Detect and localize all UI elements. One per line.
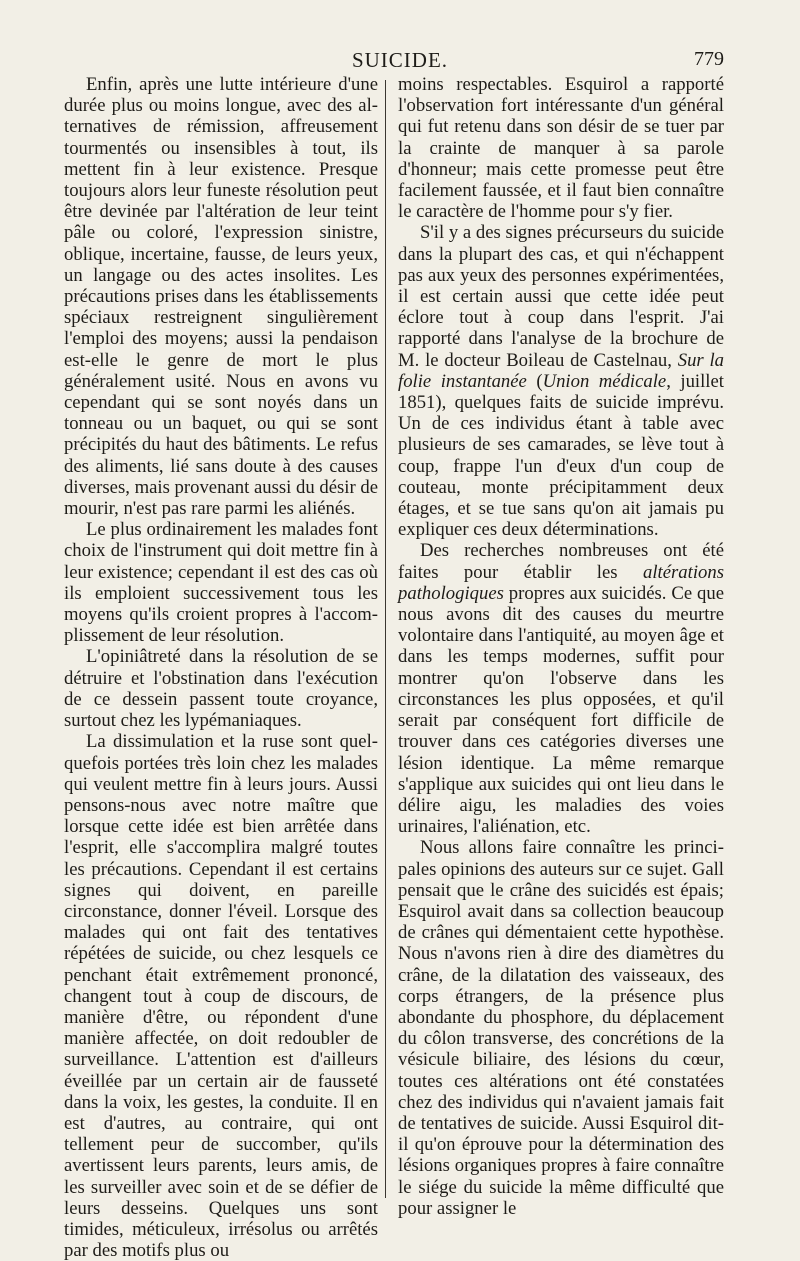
text-run: , juillet 1851), quelques faits de suicide imprévu. Un de ces individus étant à table avec plusieurs de ses camarades, se lève tout à coup, frappe l'un d'eux d'un coup de couteau, monte précipitamment deux étages, et se tue sans qu'on ait jamais pu expliquer ces deux déterminations. <box>398 370 724 541</box>
paragraph: moins respectables. Esquirol a rapporté l'observation fort intéressante d'un général qui fut retenu dans son désir de se tuer par la crainte de manquer à sa parole d'honneur; mais cette promesse peut être facilement faussée, et il faut bien connaître le caractère de l'homme pour s'y fier. <box>398 74 724 223</box>
text-run: propres aux suicidés. Ce que nous avons dit des causes du meurtre volontaire dans l'antiquité, au moyen âge et dans les temps modernes, suffit pour montrer qu'on l'observe dans les circonstances les plus opposées, et qu'il serait par conséquent fort difficile de trouver dans ces catégories diverses une lésion identique. La même remarque s'applique aux suicides qui ont lieu dans le délire aigu, les maladies des voies urinaires, l'aliénation, etc. <box>398 582 724 838</box>
italic-title: Sur la folie instantanée <box>398 349 725 392</box>
right-column <box>398 74 724 1219</box>
paragraph: Enfin, après une lutte intérieure d'une durée plus ou moins longue, avec des alternatives de rémission, affreusement tourmentés ou insensibles à tout, ils mettent fin à leur existence. Presque toujours alors leur funeste résolution peut être devinée par l'altération de leur teint pâle ou coloré, l'expression sinistre, oblique, incertaine, fausse, de leurs yeux, un langage ou des actes insolites. Les précautions prises dans les établissements spéciaux restreignent singulièrement l'emploi des moyens; aussi la pendaison est-elle le genre de mort le plus généralement usité. Nous en avons vu cependant qui se sont noyés dans un tonneau ou un baquet, ou qui se sont précipités du haut des bâtiments. Le refus des aliments, lié sans doute à des causes diverses, mais provenant aussi du désir de mourir, n'est pas rare parmi les aliénés. <box>64 74 378 520</box>
left-column <box>64 74 378 1261</box>
paragraph <box>398 222 724 540</box>
column-divider <box>385 80 386 1198</box>
running-head <box>0 44 800 74</box>
text-run: Des recherches nombreuses ont été faites pour établir les <box>398 540 724 583</box>
page-title: SUICIDE. <box>351 48 449 72</box>
paragraph: Le plus ordinairement les malades font choix de l'instrument qui doit mettre fin à leur existence; cependant il est des cas où ils emploient successivement tous les moyens qu'ils croient propres à l'accomplissement de leur résolution. <box>64 519 378 647</box>
text-run: ( <box>526 370 543 392</box>
page-number: 779 <box>694 48 724 70</box>
paragraph: Nous allons faire connaître les principales opinions des auteurs sur ce sujet. Gall pensait que le crâne des suicidés est épais; Esquirol avait dans sa collection beaucoup de crânes qui démentaient cette hypothèse. Nous n'avons rien à dire des diamètres du crâne, de la dilatation des vaisseaux, des corps étrangers, de la présence plus abondante du phosphore, du déplacement du côlon transverse, des concrétions de la vésicule biliaire, des lésions du cœur, toutes ces altérations ont été constatées chez des individus qui n'avaient jamais fait de tentatives de suicide. Aussi Esquirol dit-il qu'on éprouve pour la détermination des lésions organiques propres à faire connaître le siége du suicide la même difficulté que pour assigner le <box>398 837 724 1219</box>
italic-term: altérations pathologiques <box>398 561 724 604</box>
text-run: S'il y a des signes précurseurs du suicide dans la plupart des cas, et qui n'échappent pas aux yeux des personnes expérimentées, il est certain aussi que cette idée peut éclore tout à coup dans l'esprit. J'ai rapporté dans l'analyse de la brochure de M. le docteur Boileau de Castelnau, <box>398 222 724 371</box>
paragraph <box>398 540 724 837</box>
italic-journal: Union médicale <box>542 370 667 392</box>
paragraph: L'opiniâtreté dans la résolution de se détruire et l'obstination dans l'exécution de ce dessein passent toute croyance, surtout chez les lypémaniaques. <box>64 646 378 732</box>
paragraph: La dissimulation et la ruse sont quelquefois portées très loin chez les malades qui veulent mettre fin à leurs jours. Aussi pensons-nous avec notre maître que lorsque cette idée est bien arrêtée dans l'esprit, elle s'accomplira malgré toutes les précautions. Cependant il est certains signes qui doivent, en pareille circonstance, donner l'éveil. Lorsque des malades qui ont fait des tentatives répétées de suicide, ou chez lesquels ce penchant était extrêmement prononcé, changent tout à coup de discours, de manière d'être, ou répondent d'une manière affectée, on doit redoubler de surveillance. L'attention est d'ailleurs éveillée par un certain air de fausseté dans la voix, les gestes, la conduite. Il en est d'autres, au contraire, qui ont tellement peur de succomber, qu'ils avertissent leurs parents, leurs amis, de les surveiller avec soin et de se défier de leurs desseins. Quelques uns sont timides, méticuleux, irrésolus ou arrêtés par des motifs plus ou <box>64 731 378 1261</box>
